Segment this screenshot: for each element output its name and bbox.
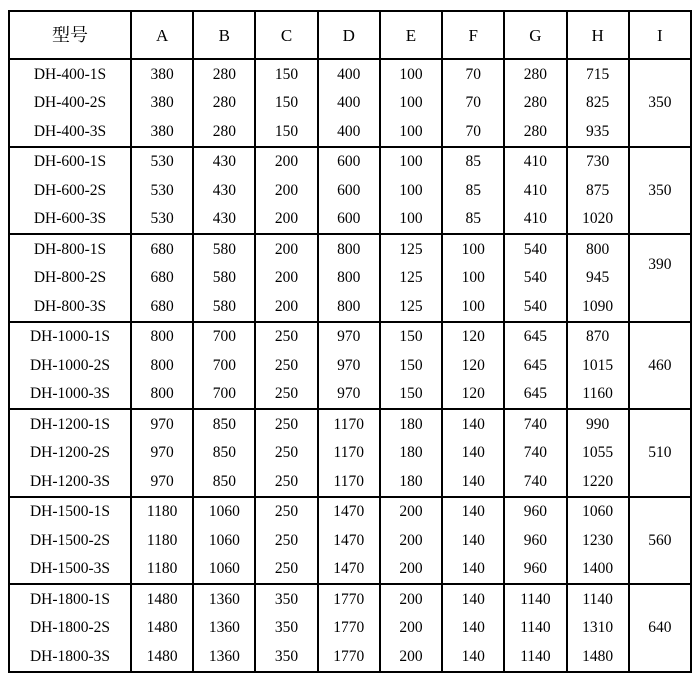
value-cell: 1360 [193, 642, 255, 672]
value-cell: 600 [318, 176, 380, 205]
i-value-cell: 560 [629, 497, 691, 585]
table-row [9, 292, 691, 322]
model-group [9, 409, 691, 497]
header-row [9, 11, 691, 59]
value-cell: 380 [131, 89, 193, 118]
value-cell: 800 [131, 322, 193, 352]
value-cell: 970 [131, 409, 193, 439]
value-cell: 100 [442, 264, 504, 293]
i-value-cell: 350 [629, 59, 691, 147]
table-row [9, 555, 691, 585]
value-cell: 70 [442, 89, 504, 118]
value-cell: 250 [255, 380, 317, 410]
model-group [9, 59, 691, 147]
value-cell: 100 [380, 59, 442, 89]
value-cell: 680 [131, 292, 193, 322]
value-cell: 140 [442, 439, 504, 468]
value-cell: 85 [442, 205, 504, 235]
value-cell: 1470 [318, 497, 380, 527]
spec-table [8, 10, 692, 673]
table-row [9, 351, 691, 380]
value-cell: 200 [380, 614, 442, 643]
value-cell: 740 [504, 409, 566, 439]
value-cell: 680 [131, 234, 193, 264]
table-row [9, 497, 691, 527]
value-cell: 350 [255, 614, 317, 643]
value-cell: 380 [131, 117, 193, 147]
value-cell: 280 [504, 117, 566, 147]
model-cell: DH-1500-3S [9, 555, 131, 585]
value-cell: 200 [380, 642, 442, 672]
value-cell: 180 [380, 439, 442, 468]
value-cell: 970 [318, 322, 380, 352]
table-row [9, 439, 691, 468]
table-row [9, 642, 691, 672]
value-cell: 430 [193, 176, 255, 205]
model-group [9, 234, 691, 322]
value-cell: 1090 [567, 292, 629, 322]
value-cell: 250 [255, 497, 317, 527]
value-cell: 1770 [318, 584, 380, 614]
value-cell: 100 [380, 176, 442, 205]
value-cell: 680 [131, 264, 193, 293]
value-cell: 1140 [504, 642, 566, 672]
value-cell: 800 [318, 292, 380, 322]
col-header-b: B [193, 11, 255, 59]
value-cell: 1480 [131, 642, 193, 672]
table-row [9, 409, 691, 439]
value-cell: 250 [255, 439, 317, 468]
value-cell: 1060 [193, 555, 255, 585]
value-cell: 1020 [567, 205, 629, 235]
value-cell: 140 [442, 584, 504, 614]
value-cell: 740 [504, 439, 566, 468]
value-cell: 200 [380, 584, 442, 614]
value-cell: 1360 [193, 614, 255, 643]
value-cell: 400 [318, 59, 380, 89]
value-cell: 700 [193, 351, 255, 380]
value-cell: 580 [193, 292, 255, 322]
model-cell: DH-1500-2S [9, 526, 131, 555]
value-cell: 850 [193, 467, 255, 497]
value-cell: 1140 [504, 584, 566, 614]
col-header-h: H [567, 11, 629, 59]
value-cell: 1230 [567, 526, 629, 555]
value-cell: 875 [567, 176, 629, 205]
model-cell: DH-1200-2S [9, 439, 131, 468]
model-group [9, 147, 691, 235]
value-cell: 125 [380, 234, 442, 264]
model-group [9, 322, 691, 410]
col-header-model: 型号 [9, 11, 131, 59]
value-cell: 100 [442, 234, 504, 264]
value-cell: 430 [193, 205, 255, 235]
value-cell: 700 [193, 322, 255, 352]
value-cell: 120 [442, 380, 504, 410]
value-cell: 1170 [318, 409, 380, 439]
model-cell: DH-800-3S [9, 292, 131, 322]
i-value-cell: 640 [629, 584, 691, 672]
value-cell: 740 [504, 467, 566, 497]
value-cell: 200 [380, 497, 442, 527]
value-cell: 960 [504, 497, 566, 527]
value-cell: 410 [504, 147, 566, 177]
value-cell: 1360 [193, 584, 255, 614]
value-cell: 970 [131, 439, 193, 468]
value-cell: 180 [380, 409, 442, 439]
value-cell: 1770 [318, 642, 380, 672]
model-cell: DH-1200-1S [9, 409, 131, 439]
value-cell: 200 [380, 555, 442, 585]
value-cell: 970 [131, 467, 193, 497]
col-header-i: I [629, 11, 691, 59]
value-cell: 1770 [318, 614, 380, 643]
model-cell: DH-1500-1S [9, 497, 131, 527]
value-cell: 1060 [193, 497, 255, 527]
i-value-cell: 460 [629, 322, 691, 410]
table-row [9, 264, 691, 293]
value-cell: 1140 [504, 614, 566, 643]
value-cell: 1060 [567, 497, 629, 527]
value-cell: 1480 [131, 584, 193, 614]
value-cell: 140 [442, 526, 504, 555]
value-cell: 140 [442, 409, 504, 439]
value-cell: 70 [442, 117, 504, 147]
model-cell: DH-400-3S [9, 117, 131, 147]
value-cell: 380 [131, 59, 193, 89]
value-cell: 400 [318, 89, 380, 118]
model-cell: DH-600-2S [9, 176, 131, 205]
table-row [9, 322, 691, 352]
col-header-g: G [504, 11, 566, 59]
table-row [9, 117, 691, 147]
value-cell: 870 [567, 322, 629, 352]
value-cell: 730 [567, 147, 629, 177]
value-cell: 1180 [131, 555, 193, 585]
value-cell: 970 [318, 380, 380, 410]
value-cell: 350 [255, 642, 317, 672]
value-cell: 540 [504, 234, 566, 264]
value-cell: 180 [380, 467, 442, 497]
value-cell: 645 [504, 322, 566, 352]
value-cell: 120 [442, 322, 504, 352]
value-cell: 945 [567, 264, 629, 293]
i-value-cell: 510 [629, 409, 691, 497]
value-cell: 70 [442, 59, 504, 89]
value-cell: 200 [255, 234, 317, 264]
value-cell: 1160 [567, 380, 629, 410]
value-cell: 645 [504, 380, 566, 410]
value-cell: 280 [193, 89, 255, 118]
value-cell: 280 [193, 117, 255, 147]
table-row [9, 89, 691, 118]
table-row [9, 205, 691, 235]
model-cell: DH-400-2S [9, 89, 131, 118]
value-cell: 960 [504, 555, 566, 585]
model-cell: DH-1200-3S [9, 467, 131, 497]
value-cell: 1180 [131, 526, 193, 555]
value-cell: 100 [380, 205, 442, 235]
value-cell: 850 [193, 409, 255, 439]
value-cell: 800 [131, 351, 193, 380]
value-cell: 100 [380, 89, 442, 118]
spec-table-container [8, 10, 692, 673]
value-cell: 140 [442, 467, 504, 497]
value-cell: 250 [255, 467, 317, 497]
value-cell: 1480 [567, 642, 629, 672]
value-cell: 250 [255, 555, 317, 585]
value-cell: 800 [318, 234, 380, 264]
value-cell: 1400 [567, 555, 629, 585]
value-cell: 1220 [567, 467, 629, 497]
value-cell: 600 [318, 147, 380, 177]
value-cell: 150 [380, 380, 442, 410]
value-cell: 125 [380, 264, 442, 293]
value-cell: 280 [504, 59, 566, 89]
col-header-f: F [442, 11, 504, 59]
value-cell: 250 [255, 526, 317, 555]
value-cell: 150 [380, 322, 442, 352]
value-cell: 1015 [567, 351, 629, 380]
value-cell: 850 [193, 439, 255, 468]
value-cell: 530 [131, 147, 193, 177]
table-row [9, 526, 691, 555]
value-cell: 1060 [193, 526, 255, 555]
model-cell: DH-1800-3S [9, 642, 131, 672]
value-cell: 280 [504, 89, 566, 118]
model-cell: DH-1000-1S [9, 322, 131, 352]
value-cell: 125 [380, 292, 442, 322]
value-cell: 150 [255, 89, 317, 118]
value-cell: 800 [567, 234, 629, 264]
value-cell: 600 [318, 205, 380, 235]
model-group [9, 497, 691, 585]
model-cell: DH-800-1S [9, 234, 131, 264]
table-row [9, 59, 691, 89]
value-cell: 200 [255, 176, 317, 205]
table-row [9, 234, 691, 264]
value-cell: 1055 [567, 439, 629, 468]
value-cell: 1310 [567, 614, 629, 643]
value-cell: 250 [255, 322, 317, 352]
value-cell: 645 [504, 351, 566, 380]
value-cell: 1140 [567, 584, 629, 614]
value-cell: 825 [567, 89, 629, 118]
value-cell: 200 [380, 526, 442, 555]
col-header-e: E [380, 11, 442, 59]
value-cell: 140 [442, 642, 504, 672]
model-cell: DH-600-3S [9, 205, 131, 235]
value-cell: 800 [131, 380, 193, 410]
model-cell: DH-1000-3S [9, 380, 131, 410]
value-cell: 150 [255, 59, 317, 89]
i-value-cell: 390 [629, 234, 691, 322]
value-cell: 200 [255, 147, 317, 177]
value-cell: 530 [131, 205, 193, 235]
value-cell: 140 [442, 555, 504, 585]
value-cell: 1470 [318, 526, 380, 555]
value-cell: 200 [255, 264, 317, 293]
value-cell: 540 [504, 264, 566, 293]
table-row [9, 147, 691, 177]
value-cell: 800 [318, 264, 380, 293]
value-cell: 140 [442, 497, 504, 527]
value-cell: 580 [193, 264, 255, 293]
value-cell: 1480 [131, 614, 193, 643]
table-header [9, 11, 691, 59]
value-cell: 430 [193, 147, 255, 177]
value-cell: 960 [504, 526, 566, 555]
value-cell: 715 [567, 59, 629, 89]
i-value-cell: 350 [629, 147, 691, 235]
model-cell: DH-1800-2S [9, 614, 131, 643]
value-cell: 1470 [318, 555, 380, 585]
value-cell: 540 [504, 292, 566, 322]
table-row [9, 614, 691, 643]
value-cell: 935 [567, 117, 629, 147]
value-cell: 410 [504, 176, 566, 205]
model-cell: DH-1000-2S [9, 351, 131, 380]
value-cell: 1170 [318, 467, 380, 497]
value-cell: 120 [442, 351, 504, 380]
value-cell: 250 [255, 351, 317, 380]
table-row [9, 380, 691, 410]
value-cell: 100 [380, 117, 442, 147]
col-header-d: D [318, 11, 380, 59]
value-cell: 85 [442, 176, 504, 205]
value-cell: 410 [504, 205, 566, 235]
value-cell: 100 [380, 147, 442, 177]
col-header-a: A [131, 11, 193, 59]
value-cell: 150 [380, 351, 442, 380]
value-cell: 350 [255, 584, 317, 614]
model-cell: DH-800-2S [9, 264, 131, 293]
value-cell: 700 [193, 380, 255, 410]
value-cell: 150 [255, 117, 317, 147]
value-cell: 990 [567, 409, 629, 439]
value-cell: 200 [255, 205, 317, 235]
value-cell: 1170 [318, 439, 380, 468]
model-group [9, 584, 691, 672]
model-cell: DH-400-1S [9, 59, 131, 89]
value-cell: 280 [193, 59, 255, 89]
value-cell: 1180 [131, 497, 193, 527]
value-cell: 530 [131, 176, 193, 205]
value-cell: 400 [318, 117, 380, 147]
model-cell: DH-1800-1S [9, 584, 131, 614]
table-row [9, 584, 691, 614]
value-cell: 100 [442, 292, 504, 322]
col-header-c: C [255, 11, 317, 59]
value-cell: 970 [318, 351, 380, 380]
value-cell: 250 [255, 409, 317, 439]
value-cell: 140 [442, 614, 504, 643]
table-row [9, 176, 691, 205]
value-cell: 580 [193, 234, 255, 264]
value-cell: 85 [442, 147, 504, 177]
table-row [9, 467, 691, 497]
value-cell: 200 [255, 292, 317, 322]
model-cell: DH-600-1S [9, 147, 131, 177]
